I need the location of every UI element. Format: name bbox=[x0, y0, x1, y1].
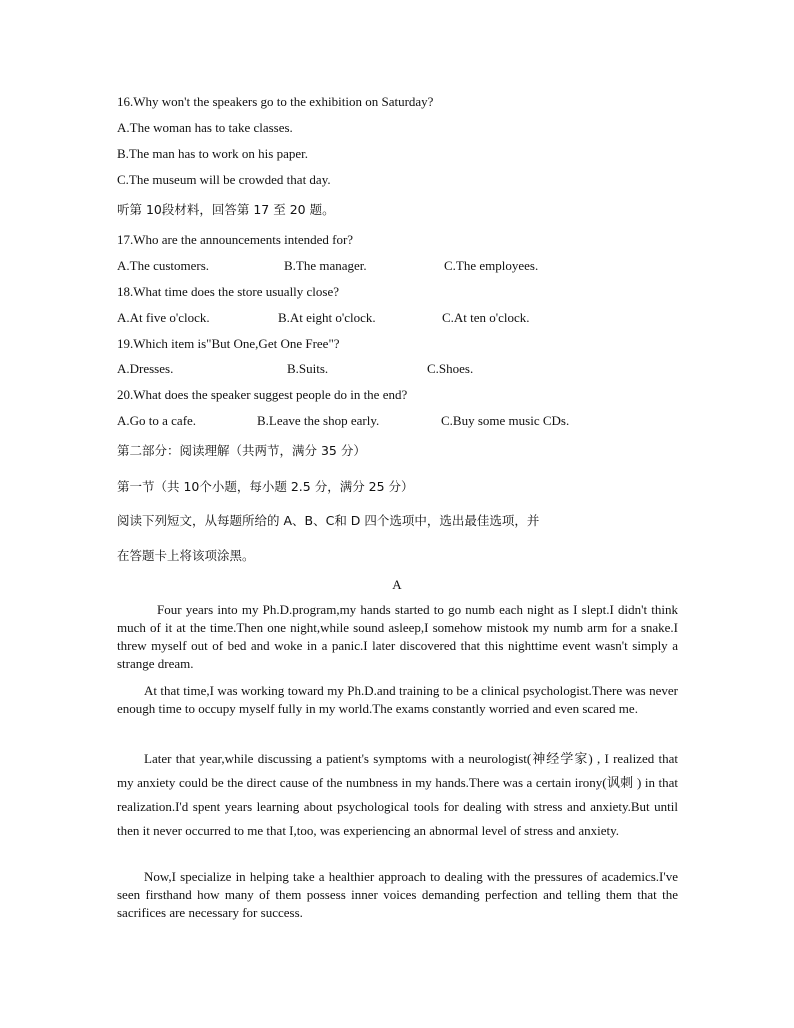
question-17-option-a: A.The customers. bbox=[117, 258, 210, 273]
question-20-option-b: B.Leave the shop early. bbox=[257, 413, 380, 428]
question-16-stem: 16.Why won't the speakers go to the exhibition on Saturday? bbox=[117, 94, 434, 109]
question-18-option-c: C.At ten o'clock. bbox=[442, 310, 530, 325]
question-19-option-b: B.Suits. bbox=[287, 361, 329, 376]
reading-instruction-line-2: 在答题卡上将该项涂黑。 bbox=[117, 548, 255, 563]
question-20-stem: 20.What does the speaker suggest people do in the end? bbox=[117, 387, 408, 402]
question-19-option-a: A.Dresses. bbox=[117, 361, 174, 376]
section-10-instruction: 听第 10段材料，回答第 17 至 20 题。 bbox=[117, 202, 335, 217]
question-19-stem: 19.Which item is"But One,Get One Free"? bbox=[117, 336, 340, 351]
passage-label: A bbox=[392, 577, 402, 592]
question-19-option-c: C.Shoes. bbox=[427, 361, 474, 376]
reading-instruction-line-1: 阅读下列短文，从每题所给的 A、B、C和 D 四个选项中，选出最佳选项，并 bbox=[117, 513, 540, 528]
part-2-heading: 第二部分：阅读理解（共两节，满分 35 分） bbox=[117, 443, 366, 458]
question-17-option-c: C.The employees. bbox=[444, 258, 539, 273]
question-16-option-c: C.The museum will be crowded that day. bbox=[117, 172, 331, 187]
question-20-option-c: C.Buy some music CDs. bbox=[441, 413, 570, 428]
passage-paragraph-2: At that time,I was working toward my Ph.D.and training to be a clinical psychologist.There was never enough time to occupy myself fully in my world.The exams constantly worried and even scared me. bbox=[117, 683, 678, 716]
passage-paragraph-4: Now,I specialize in helping take a healthier approach to dealing with the pressures of academics.I've seen firsthand how many of them possess inner voices demanding perfection and telling them that the sacrifices are necessary for success. bbox=[117, 869, 678, 920]
question-18-option-a: A.At five o'clock. bbox=[117, 310, 210, 325]
passage-paragraph-1: Four years into my Ph.D.program,my hands started to go numb each night as I slept.I didn't think much of it at the time.Then one night,while sound asleep,I somehow mistook my numb arm for a snake.I threw myself out of bed and woke in a panic.I later discovered that this nighttime event wasn't simply a strange dream. bbox=[117, 602, 678, 671]
question-17-stem: 17.Who are the announcements intended for? bbox=[117, 232, 354, 247]
question-18-option-b: B.At eight o'clock. bbox=[278, 310, 376, 325]
question-20-option-a: A.Go to a cafe. bbox=[117, 413, 197, 428]
section-1-heading: 第一节（共 10个小题，每小题 2.5 分，满分 25 分） bbox=[117, 479, 414, 494]
question-17-option-b: B.The manager. bbox=[284, 258, 367, 273]
question-18-stem: 18.What time does the store usually close? bbox=[117, 284, 340, 299]
question-16-option-a: A.The woman has to take classes. bbox=[117, 120, 293, 135]
question-16-option-b: B.The man has to work on his paper. bbox=[117, 146, 308, 161]
passage-paragraph-3: Later that year,while discussing a patient's symptoms with a neurologist(神经学家) , I realized that my anxiety could be the direct cause of the numbness in my hands.There was a certain irony(讽刺 ) in that realization.I'd spent years learning about psychological tools for dealing with stress and anxiety.But until then it never occurred to me that I,too, was experiencing an abnormal level of stress and anxiety. bbox=[117, 751, 678, 838]
